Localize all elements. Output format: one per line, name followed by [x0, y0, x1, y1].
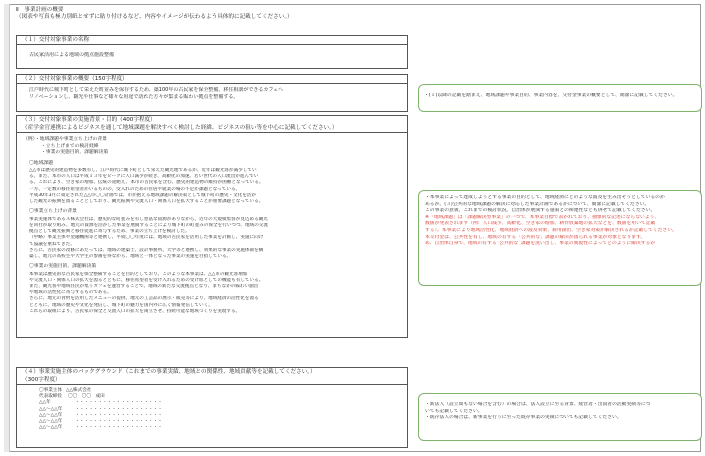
representative-label: 代表取締役: [39, 394, 62, 400]
block-heading: 〇地域課題: [29, 160, 53, 166]
paragraph-line: した観光の振興を図ることとしており、観光振興や交流人口・関係人口を拡大することが重要課題となっている。: [29, 199, 264, 205]
paragraph-line: さらに、地元の食材を活用したメニューの提供、地元の工芸品の展示・販売等により、地域経済の活性化を図る: [29, 296, 259, 302]
callout-line: いても記載してください。: [425, 408, 483, 414]
history-entry: ・・・・・・・・・・・・・・・・・・・: [75, 419, 163, 425]
callout-line: あるか。(３)公共的な地域課題の解決に対応した事業計画であるかについて、簡潔に記載してください。: [425, 201, 650, 207]
company-background-box: [16, 367, 408, 448]
background-purpose-text[interactable]: [17, 133, 407, 317]
summary-line: リノベーションし、観光や仕事など様々な用途で訪れた方々が集まる賑わい拠点を整備する。: [29, 94, 239, 100]
background-guidance-callout: [418, 190, 702, 286]
callout-warning-line: ※「地域課題」は「課題解決型事業」の一つで、本事業目標で書かれており、抽象的な記述にならないよう、: [425, 214, 660, 220]
block-heading: 〇事業立ち上げの背景: [29, 209, 77, 215]
paragraph-line: とともに、地域の歴史や文化を発信し、城下町の魅力を国内外に広く情報発信していく。: [29, 302, 213, 308]
history-entry: ・・・・・・・・・・・・・・・・・・・: [75, 412, 163, 418]
paragraph-line: る。これにより、空き家の増加、伝統の途絶え、本市の古民家を含む、歴史的建造物の維持が困難となっている。: [29, 180, 264, 186]
project-summary-header: （２）交付対象事業の概要（150字程度）: [17, 75, 407, 84]
paragraph-line: 本事業は歴史的な古民家を保全整備することを目的としており、このような本事業は、△△市の観光客増加: [29, 271, 248, 277]
callout-text: ・(１)以降の記載を踏まえ、地域課題や事業目的、事業内容を、交付金事業の概要として、簡潔に記載してください。: [424, 93, 678, 98]
callout-warning-line: め、自治体自身で、地域の有する”公共的な”課題を洗い出し、事業の實現性によってどのように解決するか: [425, 241, 656, 247]
paragraph-line: 築し、地元の高校生や大学生の参画を得ながら、地域と一体となった事業の実施を目指している。: [29, 253, 232, 259]
history-entry: ・・・・・・・・・・・・・・・・・・・: [75, 425, 163, 431]
callout-line: ・既存法人の場合は、新事業を行うに至った既存事業の実績についても記載してください。: [425, 415, 622, 421]
summary-line: 江戸時代に城下町として栄えた町並みを保存するため、築100年の古民家を保全整備。移住相談ができるカフェへ: [29, 87, 284, 93]
paragraph-line: また、観光客や地域住民が集うカフェを運営することで、地域の新たな交流拠点となり、まちなかの賑わい創出: [29, 284, 259, 290]
company-background-header: （４）事業実施主体のバックグラウンド（これまでの事業実績、地域との関係性、地域貢献等を記載してください。）: [22, 369, 316, 375]
callout-warning-line: 数値が発表されます（例：人口減少、高齢化、空き家の増加、耕作放棄地の拡大などを、数値を用いて記載: [425, 221, 656, 227]
representative-value: 〇〇 〇〇 成田: [67, 394, 105, 400]
history-year: △△～△△年: [39, 412, 63, 418]
project-name-header: （１）交付対象事業の名称: [17, 36, 407, 45]
background-purpose-header: （３）交付対象事業の実施背景・目的（400字程度）: [22, 117, 156, 123]
background-purpose-subheader: （産学金官連携によるビジネスを通して地域課題を解決すべく検討した経緯、ビジネスの狙い等を中心に記載してください。）: [17, 124, 407, 133]
project-summary-text[interactable]: [17, 84, 407, 104]
paragraph-line: を同社が取り組み、地元の資源を活かした事業を展開することにより城下町の町並みの保全を行いつつ、地域の交流: [29, 222, 268, 228]
paragraph-line: 事業実施体であるＡ株式会社は、歴史的な町並みを有し豊富な資源がありながら、近年の大規模集客が見込める観光: [29, 216, 268, 222]
company-label: 〇事業主体: [39, 388, 62, 393]
paragraph-line: 一方、一定数の移住希望者がいるものの、受入れのための住居や就業の場の不足が課題となっている。: [29, 186, 241, 192]
block-paragraph: [21, 272, 403, 315]
paragraph-line: これらの取組により、古民家の保全と交流人口の拡大を両立させ、持続可能な地域づくりを実現する。: [29, 308, 241, 314]
history-year: △△～△△年: [39, 425, 63, 431]
project-name-box: [16, 35, 408, 69]
background-purpose-box: [16, 115, 408, 338]
company-value: △△株式会社: [65, 388, 92, 393]
company-guidance-callout: [418, 393, 702, 441]
section-title: Ⅱ 事業計画の概要: [16, 7, 64, 13]
callout-warning-line: 本交付金は、公共性を有し、地域の有する「公共的な」課題の解決が図られる事業が対象となります。: [425, 234, 646, 240]
block-heading: 〇事業の実施目的、課題解決策: [29, 264, 97, 270]
history-year: △△～△△年: [39, 406, 63, 412]
project-name-value[interactable]: 古民家活用による地域の拠点施設整備: [29, 52, 115, 58]
callout-line: ・新法人（設立間もない場合を含む）の場合は、法人設立に至る背景、経営者・出資者の活動実績等につ: [425, 402, 651, 407]
example-label: （例）・地域課題や事業立ち上げの背景: [23, 137, 107, 142]
page-gutter: [4, 4, 10, 452]
callout-line: ・本事業によって達成しようとする事業の目的として、地域経済にどのような波及を生み出そうとしているのか: [425, 195, 665, 200]
paragraph-line: さらに、古民家の改修にあたっては、地域の建築士、設計事務所、大学等と連携し、効果的な事業の実施体制を構: [29, 247, 264, 253]
example-item: ・事業の実施目的、課題解決策: [41, 150, 109, 155]
paragraph-line: て協議を重ねてきた。: [29, 241, 75, 247]
paragraph-line: 拠点として観光振興と移住促進に寄与するため、事業の立ち上げを検討した。: [29, 229, 190, 235]
paragraph-line: る。また、本市の人口は平成１３年をピークに人口減少が続き、高齢化の加速、若い世代の人口流出が進んでい: [29, 174, 259, 180]
project-summary-box: [16, 74, 408, 112]
history-entry: ・・・・・・・・・・・・・・・・・・・: [75, 406, 163, 412]
section-subtitle: （図表や写真も極力別紙とせずに貼り付けるなど、内容やイメージが伝わるよう具体的に記載してください。）: [16, 14, 293, 20]
history-year: △△～△△年: [39, 419, 63, 425]
paragraph-line: （中略）事業主体や金融機関等と連携し、平成〇〇年度には、地域の古民家を活用した事業を計画し、実施に向け: [29, 235, 264, 241]
paragraph-line: 平成30年3月に策定された△△市〇〇計画では、市が抱える地域課題の解決策として城下町の歴史・文化を活か: [29, 192, 257, 198]
company-background-note: （300字程度）: [17, 376, 407, 385]
history-year: △△年: [39, 400, 51, 406]
company-background-text[interactable]: [17, 385, 407, 434]
block-paragraph: [21, 217, 403, 260]
paragraph-line: △△市は歴史的建造物を多数有し、江戸時代に城下町として栄えた観光地であるが、近年は観光客が減少してい: [29, 168, 257, 173]
paragraph-line: や地域の活性化に寄与するものである。: [29, 290, 112, 296]
summary-guidance-callout: [418, 84, 702, 112]
example-item: ・立ち上げまでの検討経緯: [41, 143, 99, 149]
block-paragraph: [21, 168, 403, 205]
callout-warning-line: する）。本事業により地域活性化、地域経済への波及効果、雇用創出、空き家対策が解決されるか記載してください。: [425, 227, 677, 233]
paragraph-line: や交流人口・関係人口の拡大を図るとともに、移住希望者を受け入れるための受け皿としての機能も有している。: [29, 277, 264, 283]
history-entry: ・・・・・・・・・・・・・・・・・・・: [75, 400, 163, 406]
callout-line: この事業の意義、これまでの検討状況、自治体が展開する施策との関連性なども併せて記載してください。: [425, 208, 656, 214]
